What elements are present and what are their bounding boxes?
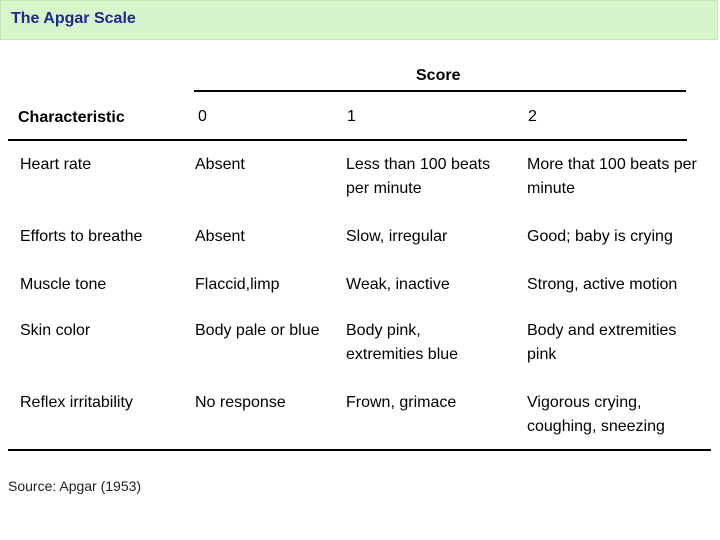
title-bar — [0, 0, 718, 40]
score-label: Score — [416, 67, 461, 84]
row-reflex-irritability-score-1: Frown, grimace — [346, 394, 457, 411]
row-skin-color-score-2: Body and extremities pink — [527, 322, 677, 363]
source-note: Source: Apgar (1953) — [8, 478, 142, 494]
row-heart-rate-score-0: Absent — [195, 156, 245, 173]
header-score-2: 2 — [528, 108, 537, 125]
row-reflex-irritability-score-0: No response — [195, 394, 286, 411]
row-heart-rate-score-1: Less than 100 beats per minute — [346, 156, 491, 197]
row-skin-color-characteristic: Skin color — [20, 322, 91, 339]
row-skin-color-score-0: Body pale or blue — [195, 322, 320, 339]
header-bottom-rule — [8, 139, 687, 141]
header-score-1: 1 — [347, 108, 356, 125]
row-muscle-tone-score-0: Flaccid,limp — [195, 276, 280, 293]
row-efforts-to-breathe-score-0: Absent — [195, 228, 245, 245]
row-reflex-irritability-score-2: Vigorous crying, coughing, sneezing — [527, 394, 665, 435]
header-characteristic: Characteristic — [18, 109, 125, 126]
row-efforts-to-breathe-score-1: Slow, irregular — [346, 228, 448, 245]
table-bottom-rule — [8, 449, 711, 451]
page-title: The Apgar Scale — [11, 10, 136, 27]
row-muscle-tone-score-1: Weak, inactive — [346, 276, 450, 293]
score-top-rule — [194, 90, 686, 92]
row-heart-rate-characteristic: Heart rate — [20, 156, 92, 173]
row-heart-rate-score-2: More that 100 beats per minute — [527, 156, 697, 197]
row-muscle-tone-score-2: Strong, active motion — [527, 276, 678, 293]
row-skin-color-score-1: Body pink, extremities blue — [346, 322, 459, 363]
row-muscle-tone-characteristic: Muscle tone — [20, 276, 107, 293]
row-reflex-irritability-characteristic: Reflex irritability — [20, 394, 133, 411]
header-score-0: 0 — [198, 108, 207, 125]
row-efforts-to-breathe-characteristic: Efforts to breathe — [20, 228, 143, 245]
row-efforts-to-breathe-score-2: Good; baby is crying — [527, 228, 673, 245]
